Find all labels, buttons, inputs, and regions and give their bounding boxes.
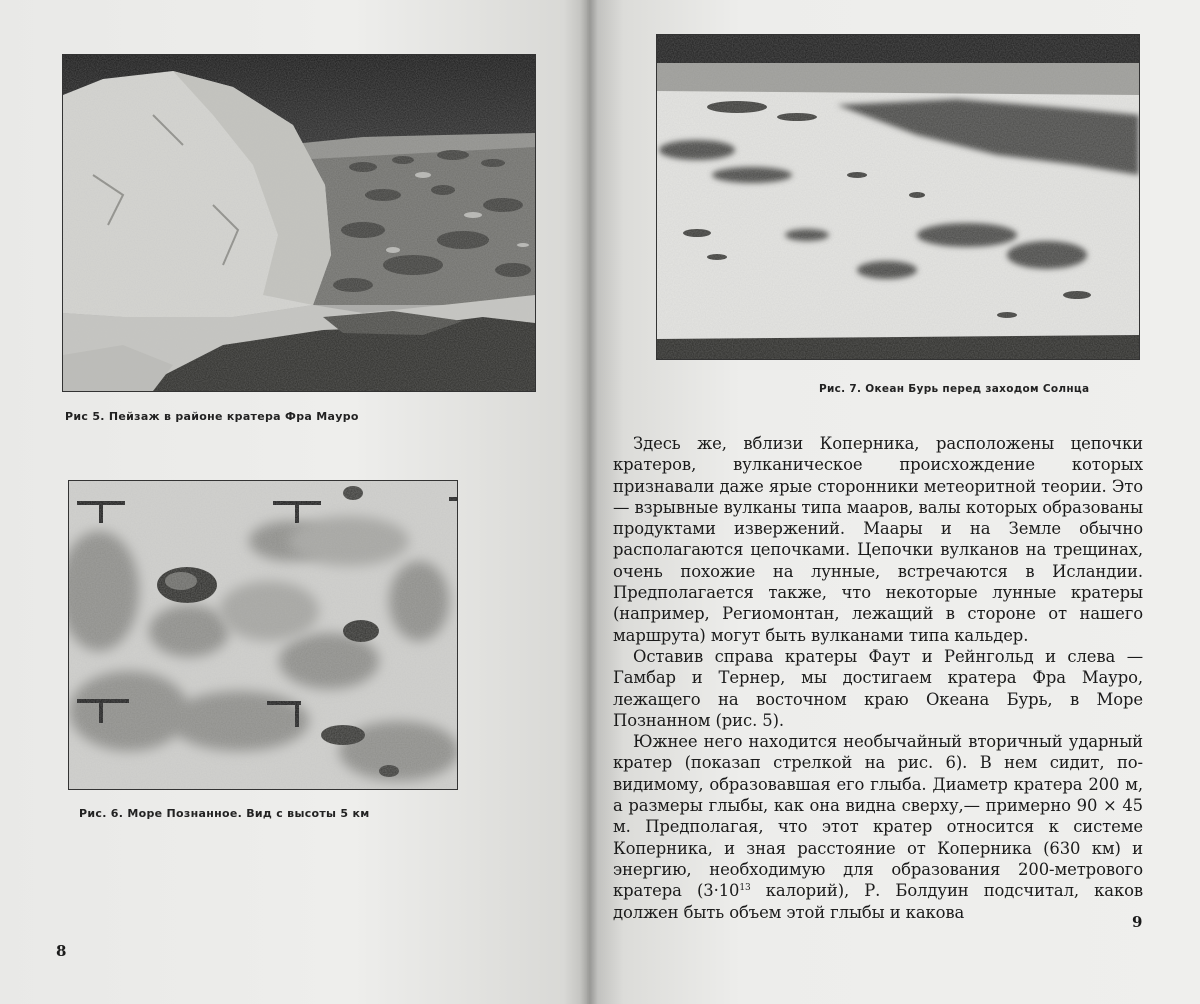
figure-7-photo	[656, 34, 1140, 360]
left-page	[0, 0, 587, 1004]
figure-6-photo	[68, 480, 458, 790]
paragraph-3-exponent: 13	[739, 883, 751, 894]
book-gutter	[580, 0, 598, 1004]
page-number-right: 9	[1132, 913, 1143, 931]
figure-7-caption: Рис. 7. Океан Бурь перед заходом Солнца	[819, 383, 1090, 395]
paragraph-2: Оставив справа кратеры Фаут и Рейнгольд и слева — Гамбар и Тернер, мы достигаем кратера Фра Мауро, лежащего на восточном краю Океана Бурь, в Море Познанном (рис. 5).	[613, 646, 1143, 730]
figure-5-caption: Рис 5. Пейзаж в районе кратера Фра Мауро	[65, 410, 359, 423]
figure-6-caption: Рис. 6. Море Познанное. Вид с высоты 5 км	[79, 807, 370, 820]
paragraph-3-text: Южнее него находится необычайный вторичный ударный кратер (показап стрелкой на рис. 6). В нем сидит, по-видимому, образовавшая его глыба. Диаметр кратера 200 м, а размеры глыбы, как она видна сверху,— примерно 90 × 45 м. Предполагая, что этот кратер относится к системе Коперника, и зная расстояние от Коперника (630 км) и энергию, необходимую для образования 200-метрового кратера (3·10	[613, 732, 1143, 901]
page-number-left: 8	[56, 942, 67, 960]
paragraph-3-tail: калорий), Р. Болдуин подсчитал, каков должен быть объем этой глыбы и какова	[613, 881, 1143, 922]
body-text	[613, 433, 1143, 923]
paragraph-3	[613, 731, 1143, 923]
figure-5-photo	[62, 54, 536, 392]
paragraph-1: Здесь же, вблизи Коперника, расположены цепочки кратеров, вулканическое происхождение которых признавали даже ярые сторонники метеоритной теории. Это — взрывные вулканы типа мааров, валы которых образованы продуктами извержений. Маары и на Земле обычно располагаются цепочками. Цепочки вулканов на трещинах, очень похожие на лунные, встречаются в Исландии. Предполагается также, что некоторые лунные кратеры (например, Региомонтан, лежащий в стороне от нашего маршрута) могут быть вулканами типа кальдер.	[613, 434, 1143, 645]
